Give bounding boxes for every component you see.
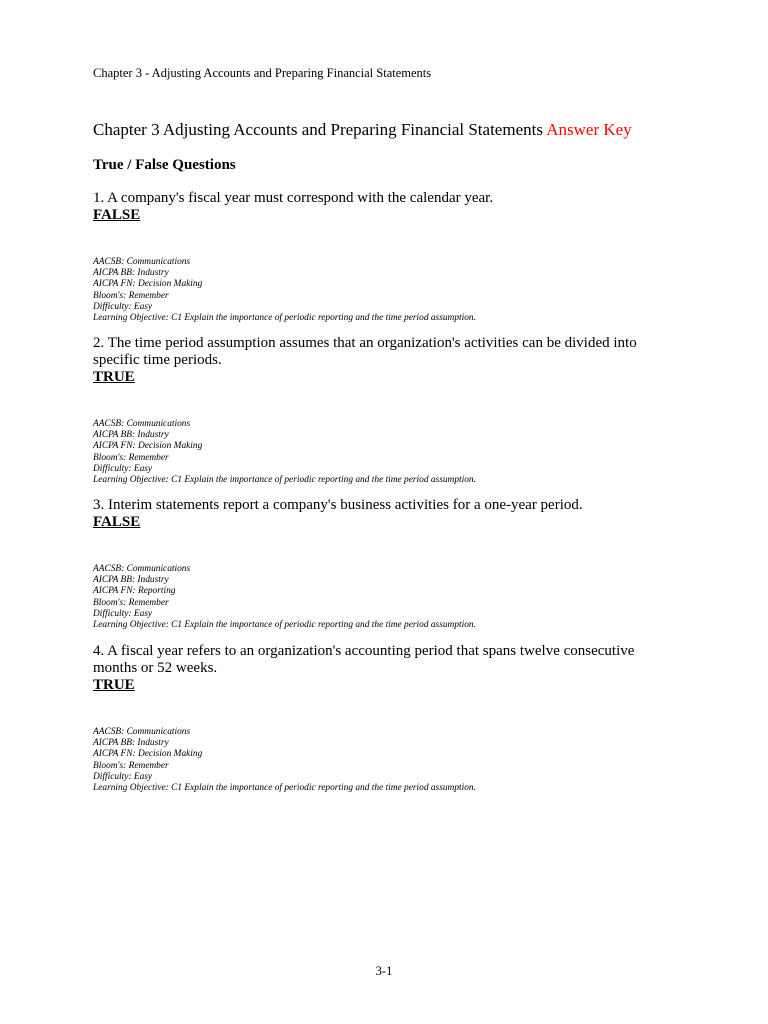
question-text: 4. A fiscal year refers to an organization's accounting period that spans twelve consecutive months or 52 weeks. [93, 643, 635, 676]
question-2-metadata [93, 419, 693, 486]
meta-difficulty: Difficulty: Easy [93, 301, 153, 312]
meta-blooms: Bloom's: Remember [93, 597, 169, 608]
question-answer: TRUE [93, 677, 135, 693]
meta-aacsb: AACSB: Communications [93, 257, 191, 267]
meta-difficulty: Difficulty: Easy [93, 771, 153, 782]
meta-blooms: Bloom's: Remember [93, 760, 169, 771]
meta-blooms: Bloom's: Remember [93, 290, 169, 301]
meta-aicpa-fn: AICPA FN: Decision Making [93, 441, 203, 452]
document-title [93, 120, 632, 140]
title-main: Chapter 3 Adjusting Accounts and Preparing Financial Statements [93, 120, 543, 139]
answer-key-label: Answer Key [546, 120, 632, 139]
meta-aacsb: AACSB: Communications [93, 727, 191, 737]
meta-aicpa-fn: AICPA FN: Decision Making [93, 749, 203, 760]
question-3 [93, 497, 673, 531]
meta-aicpa-bb: AICPA BB: Industry [93, 738, 169, 749]
meta-aicpa-bb: AICPA BB: Industry [93, 268, 169, 279]
question-1 [93, 190, 673, 224]
meta-learning-objective: Learning Objective: C1 Explain the importance of periodic reporting and the time period assumption. [93, 783, 476, 794]
question-text: 1. A company's fiscal year must correspond with the calendar year. [93, 190, 494, 206]
question-text: 3. Interim statements report a company's business activities for a one-year period. [93, 497, 583, 513]
question-text: 2. The time period assumption assumes that an organization's activities can be divided into specific time periods. [93, 335, 637, 368]
section-heading: True / False Questions [93, 157, 236, 173]
question-answer: FALSE [93, 514, 141, 530]
question-4 [93, 643, 673, 694]
page-number: 3-1 [375, 964, 393, 978]
meta-difficulty: Difficulty: Easy [93, 463, 153, 474]
question-3-metadata [93, 564, 693, 631]
meta-aicpa-fn: AICPA FN: Decision Making [93, 279, 203, 290]
meta-learning-objective: Learning Objective: C1 Explain the importance of periodic reporting and the time period assumption. [93, 475, 476, 486]
meta-blooms: Bloom's: Remember [93, 452, 169, 463]
question-answer: FALSE [93, 207, 141, 223]
meta-difficulty: Difficulty: Easy [93, 608, 153, 619]
meta-aicpa-bb: AICPA BB: Industry [93, 430, 169, 441]
meta-aacsb: AACSB: Communications [93, 419, 191, 429]
question-1-metadata [93, 257, 693, 324]
meta-learning-objective: Learning Objective: C1 Explain the importance of periodic reporting and the time period assumption. [93, 313, 476, 324]
meta-learning-objective: Learning Objective: C1 Explain the importance of periodic reporting and the time period assumption. [93, 620, 476, 631]
question-answer: TRUE [93, 369, 135, 385]
meta-aicpa-bb: AICPA BB: Industry [93, 575, 169, 586]
question-4-metadata [93, 727, 693, 794]
question-2 [93, 335, 673, 386]
meta-aicpa-fn: AICPA FN: Reporting [93, 586, 176, 597]
meta-aacsb: AACSB: Communications [93, 564, 191, 574]
running-header: Chapter 3 - Adjusting Accounts and Preparing Financial Statements [93, 66, 432, 80]
